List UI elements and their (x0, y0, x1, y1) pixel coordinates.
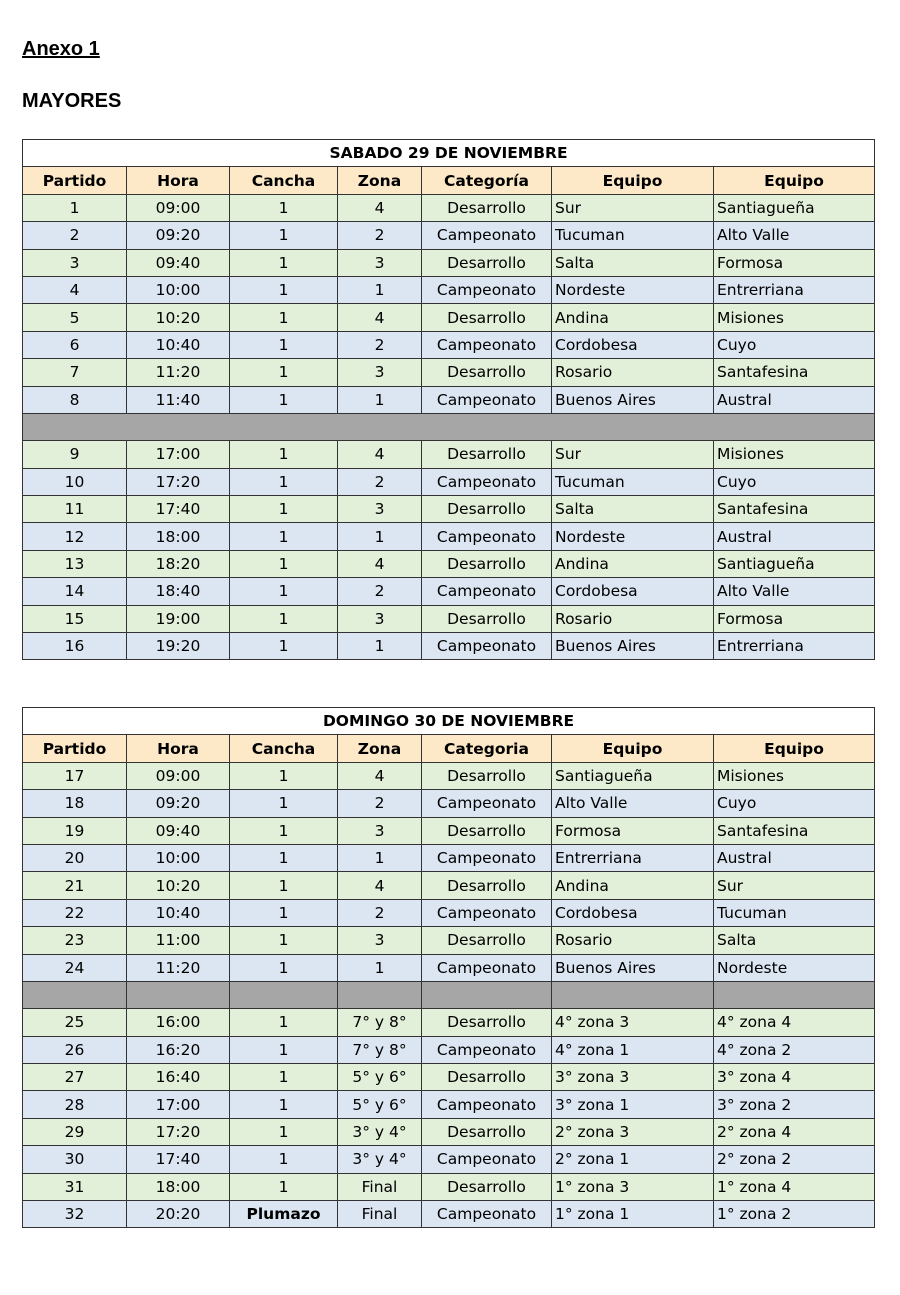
match-number-cell: 25 (23, 1009, 127, 1036)
column-header: Partido (23, 167, 127, 194)
match-number-cell: 28 (23, 1091, 127, 1118)
zone-cell: 2 (338, 331, 422, 358)
zone-cell: 3 (338, 817, 422, 844)
team-a-cell: Cordobesa (552, 331, 714, 358)
match-row (23, 276, 875, 303)
time-cell: 11:00 (127, 927, 230, 954)
zone-cell: 3 (338, 249, 422, 276)
team-a-cell: Andina (552, 304, 714, 331)
court-cell: 1 (230, 1064, 338, 1091)
category-cell: Campeonato (422, 331, 552, 358)
time-cell: 18:40 (127, 578, 230, 605)
time-cell: 19:20 (127, 633, 230, 660)
team-a-cell: Cordobesa (552, 578, 714, 605)
team-a-cell: 1° zona 3 (552, 1173, 714, 1200)
match-number-cell: 6 (23, 331, 127, 358)
time-cell: 10:20 (127, 872, 230, 899)
zone-cell: 2 (338, 899, 422, 926)
team-b-cell: 2° zona 4 (714, 1118, 875, 1145)
match-row (23, 441, 875, 468)
time-cell: 11:20 (127, 954, 230, 981)
team-b-cell: Misiones (714, 304, 875, 331)
match-number-cell: 10 (23, 468, 127, 495)
break-cell (422, 981, 552, 1008)
schedule-table-sunday (22, 707, 875, 1228)
category-cell: Campeonato (422, 954, 552, 981)
match-row (23, 817, 875, 844)
team-a-cell: Nordeste (552, 276, 714, 303)
team-b-cell: Tucuman (714, 899, 875, 926)
column-header: Cancha (230, 735, 338, 762)
category-cell: Desarrollo (422, 441, 552, 468)
court-cell: 1 (230, 899, 338, 926)
match-row (23, 605, 875, 632)
team-a-cell: 4° zona 3 (552, 1009, 714, 1036)
category-cell: Campeonato (422, 633, 552, 660)
match-number-cell: 13 (23, 550, 127, 577)
column-header: Hora (127, 167, 230, 194)
category-cell: Campeonato (422, 468, 552, 495)
team-b-cell: Formosa (714, 249, 875, 276)
match-row (23, 468, 875, 495)
team-a-cell: Buenos Aires (552, 386, 714, 413)
category-cell: Desarrollo (422, 817, 552, 844)
zone-cell: 2 (338, 468, 422, 495)
match-number-cell: 23 (23, 927, 127, 954)
time-cell: 09:00 (127, 762, 230, 789)
team-a-cell: Formosa (552, 817, 714, 844)
time-cell: 09:40 (127, 817, 230, 844)
team-b-cell: Cuyo (714, 468, 875, 495)
category-cell: Desarrollo (422, 304, 552, 331)
match-row (23, 331, 875, 358)
time-cell: 10:00 (127, 844, 230, 871)
court-cell: 1 (230, 1091, 338, 1118)
court-cell: 1 (230, 633, 338, 660)
court-cell: Plumazo (230, 1201, 338, 1228)
break-row (23, 413, 875, 440)
category-cell: Campeonato (422, 1146, 552, 1173)
team-a-cell: Sur (552, 441, 714, 468)
court-cell: 1 (230, 1146, 338, 1173)
team-b-cell: Misiones (714, 762, 875, 789)
team-a-cell: Rosario (552, 605, 714, 632)
category-cell: Campeonato (422, 1091, 552, 1118)
column-header: Categoria (422, 735, 552, 762)
match-number-cell: 18 (23, 790, 127, 817)
annex-label: Anexo 1 (22, 38, 100, 60)
time-cell: 17:20 (127, 1118, 230, 1145)
match-row (23, 633, 875, 660)
category-cell: Desarrollo (422, 496, 552, 523)
column-header: Equipo (552, 735, 714, 762)
court-cell: 1 (230, 304, 338, 331)
team-a-cell: Buenos Aires (552, 633, 714, 660)
team-b-cell: 4° zona 2 (714, 1036, 875, 1063)
court-cell: 1 (230, 1009, 338, 1036)
time-cell: 17:40 (127, 1146, 230, 1173)
team-b-cell: Austral (714, 523, 875, 550)
court-cell: 1 (230, 386, 338, 413)
column-header: Hora (127, 735, 230, 762)
day-title-row (23, 708, 875, 735)
court-cell: 1 (230, 331, 338, 358)
day-title-row (23, 140, 875, 167)
zone-cell: 3 (338, 496, 422, 523)
team-b-cell: Formosa (714, 605, 875, 632)
match-number-cell: 17 (23, 762, 127, 789)
court-cell: 1 (230, 441, 338, 468)
time-cell: 18:20 (127, 550, 230, 577)
team-b-cell: Alto Valle (714, 578, 875, 605)
zone-cell: 1 (338, 844, 422, 871)
time-cell: 20:20 (127, 1201, 230, 1228)
team-b-cell: 4° zona 4 (714, 1009, 875, 1036)
time-cell: 09:20 (127, 222, 230, 249)
category-cell: Desarrollo (422, 1173, 552, 1200)
court-cell: 1 (230, 276, 338, 303)
team-b-cell: 2° zona 2 (714, 1146, 875, 1173)
court-cell: 1 (230, 578, 338, 605)
team-b-cell: 1° zona 4 (714, 1173, 875, 1200)
court-cell: 1 (230, 249, 338, 276)
team-b-cell: 3° zona 4 (714, 1064, 875, 1091)
zone-cell: Final (338, 1201, 422, 1228)
court-cell: 1 (230, 605, 338, 632)
team-a-cell: Sur (552, 194, 714, 221)
match-row (23, 790, 875, 817)
column-header: Equipo (714, 735, 875, 762)
team-b-cell: Austral (714, 844, 875, 871)
team-b-cell: Cuyo (714, 331, 875, 358)
team-a-cell: Nordeste (552, 523, 714, 550)
time-cell: 17:20 (127, 468, 230, 495)
category-cell: Desarrollo (422, 1118, 552, 1145)
zone-cell: Final (338, 1173, 422, 1200)
team-a-cell: 3° zona 3 (552, 1064, 714, 1091)
break-cell (552, 981, 714, 1008)
match-number-cell: 32 (23, 1201, 127, 1228)
zone-cell: 4 (338, 194, 422, 221)
team-b-cell: Santafesina (714, 496, 875, 523)
match-number-cell: 15 (23, 605, 127, 632)
zone-cell: 7° y 8° (338, 1036, 422, 1063)
team-a-cell: 1° zona 1 (552, 1201, 714, 1228)
team-b-cell: Cuyo (714, 790, 875, 817)
time-cell: 17:00 (127, 441, 230, 468)
team-b-cell: Alto Valle (714, 222, 875, 249)
team-b-cell: 1° zona 2 (714, 1201, 875, 1228)
break-cell (714, 981, 875, 1008)
category-cell: Campeonato (422, 578, 552, 605)
column-header: Zona (338, 167, 422, 194)
match-row (23, 844, 875, 871)
team-b-cell: Sur (714, 872, 875, 899)
zone-cell: 3° y 4° (338, 1146, 422, 1173)
section-title: MAYORES (22, 90, 122, 112)
team-b-cell: Santiagueña (714, 194, 875, 221)
match-row (23, 1036, 875, 1063)
court-cell: 1 (230, 222, 338, 249)
match-row (23, 954, 875, 981)
time-cell: 19:00 (127, 605, 230, 632)
team-a-cell: 2° zona 3 (552, 1118, 714, 1145)
column-header: Zona (338, 735, 422, 762)
match-number-cell: 19 (23, 817, 127, 844)
zone-cell: 2 (338, 222, 422, 249)
day-title: DOMINGO 30 DE NOVIEMBRE (23, 708, 875, 735)
court-cell: 1 (230, 1118, 338, 1145)
break-cell (338, 981, 422, 1008)
team-a-cell: Entrerriana (552, 844, 714, 871)
team-b-cell: Santafesina (714, 359, 875, 386)
time-cell: 18:00 (127, 1173, 230, 1200)
category-cell: Desarrollo (422, 927, 552, 954)
zone-cell: 5° y 6° (338, 1091, 422, 1118)
match-number-cell: 14 (23, 578, 127, 605)
match-number-cell: 22 (23, 899, 127, 926)
court-cell: 1 (230, 872, 338, 899)
zone-cell: 1 (338, 386, 422, 413)
category-cell: Desarrollo (422, 359, 552, 386)
team-b-cell: Santafesina (714, 817, 875, 844)
team-b-cell: Misiones (714, 441, 875, 468)
match-row (23, 550, 875, 577)
match-row (23, 523, 875, 550)
match-row (23, 899, 875, 926)
zone-cell: 1 (338, 523, 422, 550)
category-cell: Campeonato (422, 1201, 552, 1228)
category-cell: Desarrollo (422, 1009, 552, 1036)
match-row (23, 1201, 875, 1228)
category-cell: Campeonato (422, 790, 552, 817)
team-a-cell: Rosario (552, 927, 714, 954)
category-cell: Desarrollo (422, 550, 552, 577)
time-cell: 10:40 (127, 899, 230, 926)
time-cell: 16:40 (127, 1064, 230, 1091)
time-cell: 10:20 (127, 304, 230, 331)
match-number-cell: 30 (23, 1146, 127, 1173)
match-row (23, 359, 875, 386)
match-row (23, 194, 875, 221)
day-title: SABADO 29 DE NOVIEMBRE (23, 140, 875, 167)
zone-cell: 3° y 4° (338, 1118, 422, 1145)
column-header: Cancha (230, 167, 338, 194)
category-cell: Campeonato (422, 844, 552, 871)
court-cell: 1 (230, 844, 338, 871)
match-number-cell: 11 (23, 496, 127, 523)
team-b-cell: Entrerriana (714, 276, 875, 303)
court-cell: 1 (230, 790, 338, 817)
match-row (23, 496, 875, 523)
court-cell: 1 (230, 1173, 338, 1200)
court-cell: 1 (230, 194, 338, 221)
court-cell: 1 (230, 817, 338, 844)
match-number-cell: 20 (23, 844, 127, 871)
team-b-cell: Austral (714, 386, 875, 413)
break-row (23, 981, 875, 1008)
match-number-cell: 29 (23, 1118, 127, 1145)
category-cell: Desarrollo (422, 762, 552, 789)
break-cell (23, 413, 875, 440)
zone-cell: 5° y 6° (338, 1064, 422, 1091)
time-cell: 17:40 (127, 496, 230, 523)
zone-cell: 4 (338, 441, 422, 468)
match-row (23, 1009, 875, 1036)
zone-cell: 4 (338, 762, 422, 789)
team-b-cell: 3° zona 2 (714, 1091, 875, 1118)
time-cell: 09:40 (127, 249, 230, 276)
court-cell: 1 (230, 762, 338, 789)
match-row (23, 578, 875, 605)
match-number-cell: 8 (23, 386, 127, 413)
match-number-cell: 7 (23, 359, 127, 386)
category-cell: Desarrollo (422, 194, 552, 221)
column-header: Partido (23, 735, 127, 762)
time-cell: 09:00 (127, 194, 230, 221)
zone-cell: 1 (338, 633, 422, 660)
court-cell: 1 (230, 523, 338, 550)
match-row (23, 249, 875, 276)
team-a-cell: 3° zona 1 (552, 1091, 714, 1118)
time-cell: 09:20 (127, 790, 230, 817)
team-a-cell: Salta (552, 496, 714, 523)
court-cell: 1 (230, 927, 338, 954)
schedule-table-saturday (22, 139, 875, 660)
match-number-cell: 3 (23, 249, 127, 276)
match-row (23, 222, 875, 249)
category-cell: Campeonato (422, 386, 552, 413)
match-number-cell: 1 (23, 194, 127, 221)
court-cell: 1 (230, 359, 338, 386)
category-cell: Desarrollo (422, 1064, 552, 1091)
category-cell: Desarrollo (422, 872, 552, 899)
time-cell: 11:20 (127, 359, 230, 386)
court-cell: 1 (230, 550, 338, 577)
zone-cell: 1 (338, 954, 422, 981)
match-row (23, 1118, 875, 1145)
category-cell: Campeonato (422, 523, 552, 550)
team-a-cell: Rosario (552, 359, 714, 386)
match-number-cell: 12 (23, 523, 127, 550)
team-a-cell: Tucuman (552, 222, 714, 249)
zone-cell: 4 (338, 304, 422, 331)
category-cell: Campeonato (422, 222, 552, 249)
time-cell: 11:40 (127, 386, 230, 413)
team-a-cell: Andina (552, 872, 714, 899)
team-a-cell: Andina (552, 550, 714, 577)
court-cell: 1 (230, 954, 338, 981)
team-a-cell: 4° zona 1 (552, 1036, 714, 1063)
break-cell (23, 981, 127, 1008)
category-cell: Desarrollo (422, 605, 552, 632)
column-header: Equipo (714, 167, 875, 194)
time-cell: 10:40 (127, 331, 230, 358)
court-cell: 1 (230, 468, 338, 495)
zone-cell: 2 (338, 578, 422, 605)
match-row (23, 872, 875, 899)
team-b-cell: Nordeste (714, 954, 875, 981)
zone-cell: 1 (338, 276, 422, 303)
court-cell: 1 (230, 496, 338, 523)
match-number-cell: 31 (23, 1173, 127, 1200)
team-a-cell: Cordobesa (552, 899, 714, 926)
match-row (23, 1146, 875, 1173)
match-number-cell: 4 (23, 276, 127, 303)
court-cell: 1 (230, 1036, 338, 1063)
time-cell: 10:00 (127, 276, 230, 303)
time-cell: 17:00 (127, 1091, 230, 1118)
team-b-cell: Salta (714, 927, 875, 954)
match-number-cell: 5 (23, 304, 127, 331)
team-a-cell: Santiagueña (552, 762, 714, 789)
category-cell: Campeonato (422, 899, 552, 926)
team-a-cell: Alto Valle (552, 790, 714, 817)
column-header-row (23, 735, 875, 762)
match-row (23, 1064, 875, 1091)
match-number-cell: 16 (23, 633, 127, 660)
match-number-cell: 21 (23, 872, 127, 899)
team-a-cell: Salta (552, 249, 714, 276)
match-number-cell: 2 (23, 222, 127, 249)
time-cell: 16:00 (127, 1009, 230, 1036)
team-a-cell: Buenos Aires (552, 954, 714, 981)
column-header: Categoría (422, 167, 552, 194)
match-number-cell: 27 (23, 1064, 127, 1091)
category-cell: Campeonato (422, 1036, 552, 1063)
team-b-cell: Santiagueña (714, 550, 875, 577)
time-cell: 18:00 (127, 523, 230, 550)
match-row (23, 304, 875, 331)
zone-cell: 4 (338, 872, 422, 899)
break-cell (230, 981, 338, 1008)
break-cell (127, 981, 230, 1008)
match-row (23, 1091, 875, 1118)
zone-cell: 4 (338, 550, 422, 577)
column-header: Equipo (552, 167, 714, 194)
match-number-cell: 9 (23, 441, 127, 468)
time-cell: 16:20 (127, 1036, 230, 1063)
zone-cell: 3 (338, 359, 422, 386)
team-a-cell: 2° zona 1 (552, 1146, 714, 1173)
category-cell: Campeonato (422, 276, 552, 303)
match-number-cell: 24 (23, 954, 127, 981)
match-number-cell: 26 (23, 1036, 127, 1063)
category-cell: Desarrollo (422, 249, 552, 276)
match-row (23, 762, 875, 789)
match-row (23, 927, 875, 954)
zone-cell: 2 (338, 790, 422, 817)
zone-cell: 3 (338, 927, 422, 954)
match-row (23, 1173, 875, 1200)
team-a-cell: Tucuman (552, 468, 714, 495)
zone-cell: 7° y 8° (338, 1009, 422, 1036)
team-b-cell: Entrerriana (714, 633, 875, 660)
column-header-row (23, 167, 875, 194)
zone-cell: 3 (338, 605, 422, 632)
match-row (23, 386, 875, 413)
